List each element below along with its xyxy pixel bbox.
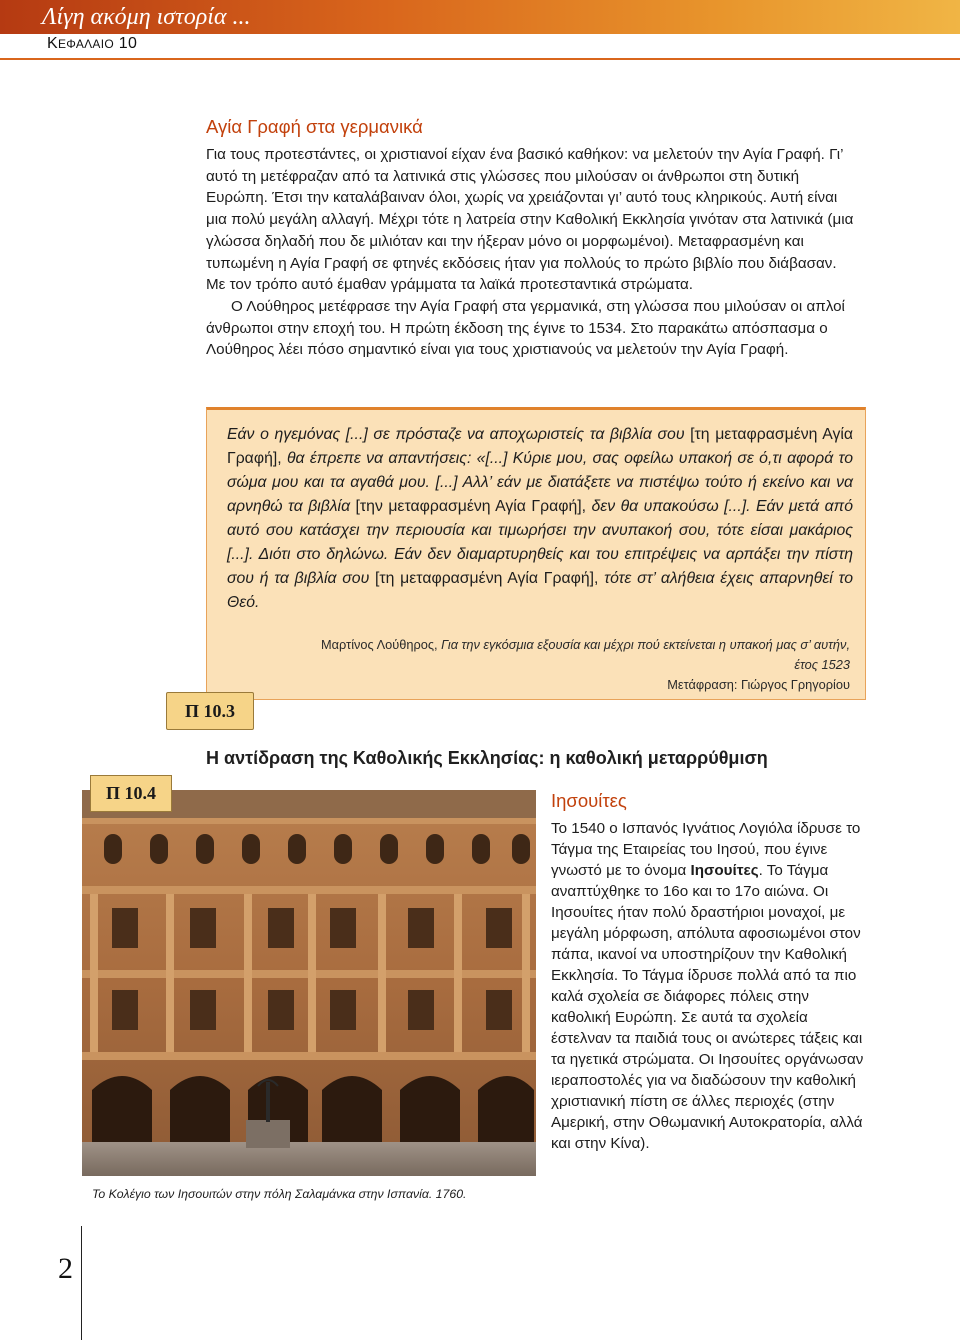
paragraph-2: Ο Λούθηρος μετέφρασε την Αγία Γραφή στα γερμανικά, στη γλώσσα που μιλούσαν οι απλοί άνθρωποι στην εποχή του. Η πρώτη έκδοση της έγινε το 1534. Στο παρακάτω απόσπασμα ο Λούθηρος λέει πόσο σημαντικό είναι για τους χριστιανούς να μελετούν την Αγία Γραφή. (206, 297, 845, 359)
quote-fragment: θα έπρεπε να απαντήσεις: «[...] Κύριε μου, σας οφείλω υπακοή σε ό,τι αφορά το σώμα μου και τα αγαθά μου. [...] Αλλ’ εάν με διατάξετε να πιστέψω τούτο ή εκείνο και να αρνηθώ τα βιβλία (227, 450, 853, 515)
page-number-rule (81, 1226, 82, 1340)
chapter-divider (0, 58, 960, 60)
luther-quote (227, 423, 853, 615)
source-line (222, 635, 850, 655)
jesuits-text-part: Το 1540 ο Ισπανός Ιγνάτιος Λογιόλα ίδρυσε το Τάγμα της Εταιρείας του Ιησού, που έγινε γνωστό με το όνομα (551, 820, 861, 879)
quote-fragment: τότε στ’ αλήθεια έχεις απαρνηθεί το Θεό. (227, 570, 853, 611)
source-title: Για την εγκόσμια εξουσία και μέχρι πού εκτείνεται η υπακοή μας σ’ αυτήν, (441, 637, 850, 652)
top-banner (0, 0, 960, 34)
page-number: 2 (58, 1252, 73, 1285)
quote-bracket: [την μεταφρασμένη Αγία Γραφή], (350, 498, 592, 515)
chapter-word: ΕΦΑΛΑΙΟ (57, 37, 115, 51)
jesuits-heading: Ιησουίτες (551, 790, 627, 811)
quote-source (222, 635, 850, 695)
source-tag-p103: Π 10.3 (166, 692, 254, 730)
chapter-number: 10 (118, 35, 138, 52)
section-heading-bible: Αγία Γραφή στα γερμανικά (206, 116, 423, 137)
jesuit-college-photo (82, 790, 536, 1176)
body-text (206, 144, 856, 361)
jesuits-keyword: Ιησουίτες (690, 862, 759, 879)
section-heading-counter-reformation: Η αντίδραση της Καθολικής Εκκλησίας: η καθολική μεταρρύθμιση (206, 748, 768, 768)
quote-bracket: [τη μεταφρασμένη Αγία Γραφή], (227, 426, 853, 467)
photo-caption: Το Κολέγιο των Ιησουιτών στην πόλη Σαλαμάνκα στην Ισπανία. 1760. (92, 1187, 467, 1201)
paragraph-1: Για τους προτεστάντες, οι χριστιανοί είχαν ένα βασικό καθήκον: να μελετούν την Αγία Γραφή. Γι’ αυτό τη μετέφραζαν από τα λατινικά στις γλώσσες που μιλούσαν οι άνθρωποι στη δυτική Ευρώπη. Έτσι την καταλάβαιναν όλοι, χωρίς να χρειάζονται γι’ αυτό τους κληρικούς. Αυτή είναι μια πολύ μεγάλη αλλαγή. Μέχρι τότε η λατρεία στην Καθολική Εκκλησία γινόταν στα λατινικά (μια γλώσσα δηλαδή που δε μιλιόταν και την ήξεραν μόνο οι μορφωμένοι). Μεταφρασμένη και τυπωμένη η Αγία Γραφή σε φτηνές εκδόσεις ήταν για πολλούς το πρώτο βιβλίο που διάβασαν. Με τον τρόπο αυτό έμαθαν γράμματα τα λαϊκά προτεσταντικά στρώματα. (206, 146, 854, 294)
banner-title: Λίγη ακόμη ιστορία ... (42, 4, 251, 30)
source-translator: Μετάφραση: Γιώργος Γρηγορίου (667, 677, 850, 692)
jesuits-text (551, 818, 867, 1154)
jesuits-text-part: . Το Τάγμα αναπτύχθηκε το 16ο και το 17ο αιώνα. Οι Ιησουίτες ήταν πολύ δραστήριοι μοναχοί, με μεγάλη μόρφωση, απόλυτα αφοσιωμένοι στον πάπα, ικανοί να υποστηρίζουν την Καθολική Εκκλησία. Το Τάγμα ίδρυσε πολλά από τα πιο καλά σχολεία σε διάφορες πόλεις στην καθολική Ευρώπη. Σε αυτά τα σχολεία έστελναν τα παιδιά τους οι ανώτερες τάξεις και τα ηγετικά στρώματα. Οι Ιησουίτες οργάνωσαν ιεραποστολές για να διαδώσουν την καθολική χριστιανική πίστη σε άλλες περιοχές (στην Αμερική, στην Οθωμανική Αυτοκρατορία, αλλά και στην Κίνα). (551, 862, 864, 1152)
chapter-initial: Κ (47, 35, 58, 52)
source-author: Μαρτίνος Λούθηρος, (320, 637, 442, 652)
source-tag-p104: Π 10.4 (90, 775, 172, 812)
source-year: έτος 1523 (794, 657, 850, 672)
quote-fragment: Εάν ο ηγεμόνας [...] σε πρόσταζε να αποχωριστείς τα βιβλία σου (227, 426, 685, 443)
quote-bracket: [τη μεταφρασμένη Αγία Γραφή], (369, 570, 605, 587)
quote-fragment: δεν θα υπακούσω [...]. Εάν μετά από αυτό σου κατάσχει την περιουσία και τιμωρήσει την ανυπακοή σου, τότε είσαι μακάριος [...]. Διότι στο δηλώνω. Εάν δεν διαμαρτυρηθείς και του επιτρέψεις να αρπάξει την πίστη σου ή τα βιβλία σου (227, 498, 853, 587)
chapter-label (47, 34, 137, 54)
